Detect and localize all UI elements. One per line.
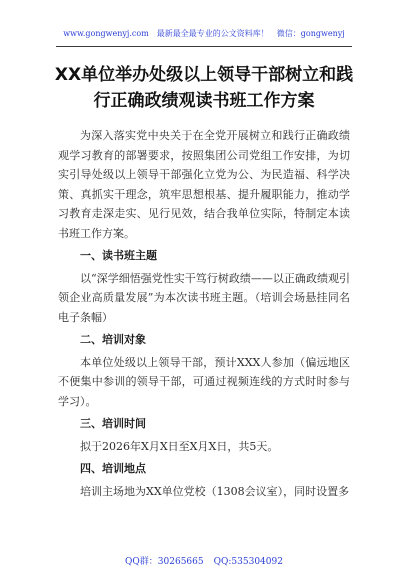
section-body-time: 拟于2026年X月X日至X月X日，共5天。 <box>80 439 279 453</box>
section-heading-participants: 二、培训对象 <box>80 333 146 346</box>
website-link[interactable]: www.gongwenyj.com <box>63 29 149 38</box>
footer-qq: QQ:535304092 <box>213 557 283 567</box>
document-title: XX单位举办处级以上领导干部树立和践行正确政绩观读书班工作方案 <box>54 65 354 111</box>
page-footer <box>0 554 408 567</box>
section-heading-location: 四、培训地点 <box>80 462 146 475</box>
document-body <box>58 126 350 501</box>
section-heading-time: 三、培训时间 <box>80 417 146 430</box>
header-divider <box>56 46 352 47</box>
section-heading-theme: 一、读书班主题 <box>80 249 157 262</box>
footer-qq-group: QQ群：30265665 <box>125 557 204 567</box>
header-slogan: 最新最全最专业的公文资料库！ <box>156 29 269 38</box>
section-body-theme: 以“深学细悟强党性实干笃行树政绩——以正确政绩观引领企业高质量发展”为本次读书班主题。（培训会场悬挂同名电子条幅） <box>58 271 350 324</box>
section-body-location: 培训主场地为XX单位党校（1308会议室），同时设置多 <box>80 484 350 498</box>
section-body-participants: 本单位处级以上领导干部，预计XXX人参加（偏远地区不便集中参训的领导干部，可通过视频连线的方式时时参与学习）。 <box>58 355 350 408</box>
intro-paragraph: 为深入落实党中央关于在全党开展树立和践行正确政绩观学习教育的部署要求，按照集团公司党组工作安排，为切实引导处级以上领导干部强化立党为公、为民造福、科学决策、真抓实干理念，筑牢思想根基、提升履职能力，推动学习教育走深走实、见行见效，结合我单位实际，特制定本读书班工作方案。 <box>58 129 350 240</box>
header-wechat: 微信：gongwenyj <box>276 29 345 38</box>
page-header <box>0 28 408 39</box>
